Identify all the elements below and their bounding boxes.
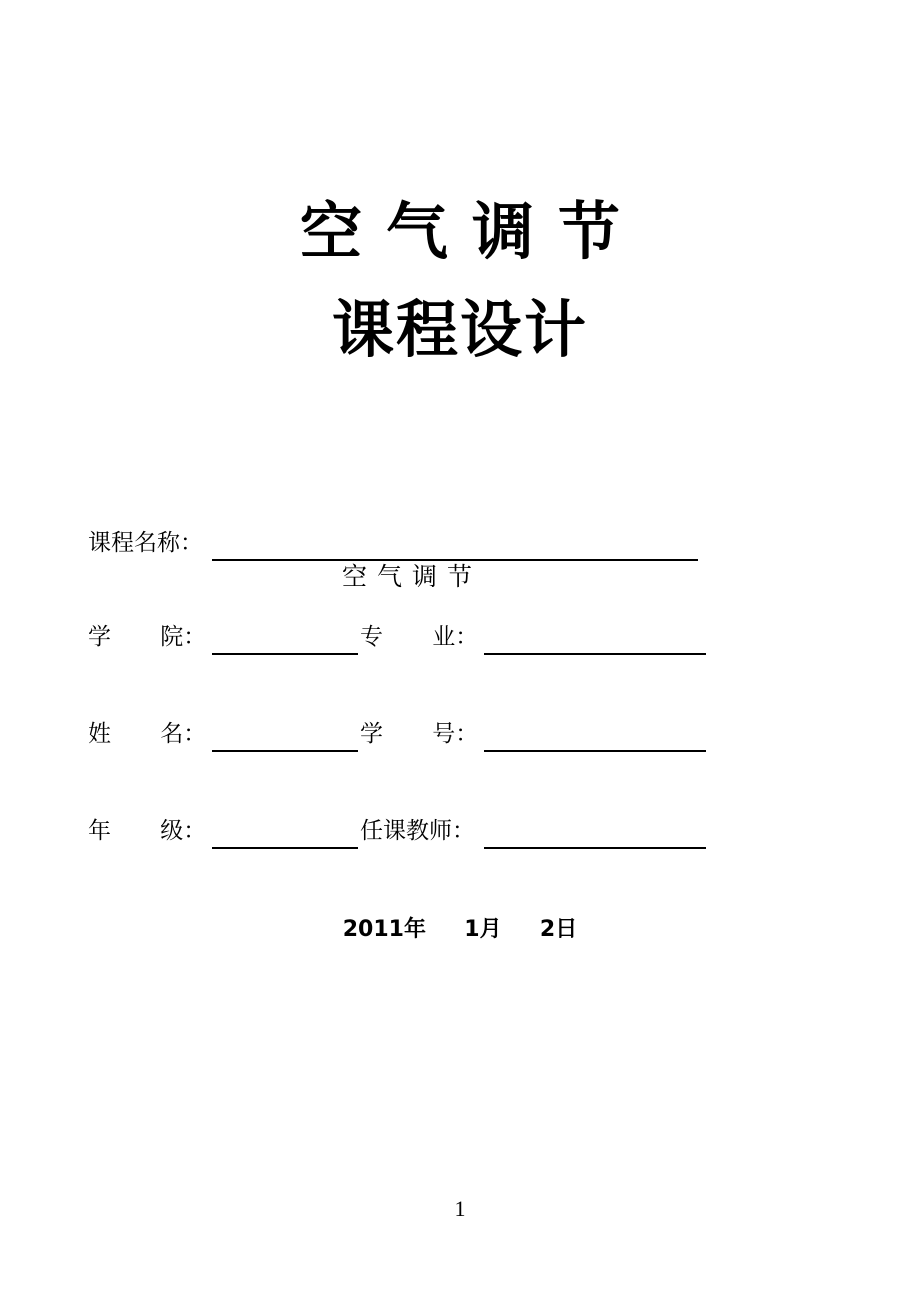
- teacher-field[interactable]: [484, 847, 706, 849]
- name-label: 姓 名：: [88, 721, 207, 747]
- course-name-field[interactable]: [212, 559, 698, 591]
- grade-teacher-row: [88, 811, 728, 851]
- course-name-row: [88, 523, 728, 591]
- date-line: [0, 910, 920, 950]
- course-name-value: 空气调节: [341, 562, 482, 591]
- grade-label: 年 级：: [88, 818, 207, 844]
- teacher-label: 任课教师：: [360, 818, 475, 844]
- major-label: 专 业：: [360, 624, 479, 650]
- document-subtitle: 课程设计: [331, 293, 588, 366]
- major-field[interactable]: [484, 653, 706, 655]
- college-major-row: [88, 617, 728, 657]
- name-field[interactable]: [212, 750, 358, 752]
- date-year-unit: 年: [403, 917, 426, 942]
- date-day: 2: [539, 917, 556, 942]
- student-id-field[interactable]: [484, 750, 706, 752]
- student-id-label: 学 号：: [360, 721, 479, 747]
- college-label: 学 院：: [88, 624, 207, 650]
- college-field[interactable]: [212, 653, 358, 655]
- date-day-unit: 日: [555, 917, 578, 942]
- grade-field[interactable]: [212, 847, 358, 849]
- page-number: 1: [454, 1196, 466, 1221]
- date-month-unit: 月: [479, 917, 502, 942]
- course-name-label: 课程名称：: [88, 530, 203, 556]
- date-month: 1: [464, 917, 480, 942]
- document-title: 空气调节: [299, 195, 644, 268]
- date-year: 2011: [342, 917, 404, 942]
- name-id-row: [88, 714, 728, 754]
